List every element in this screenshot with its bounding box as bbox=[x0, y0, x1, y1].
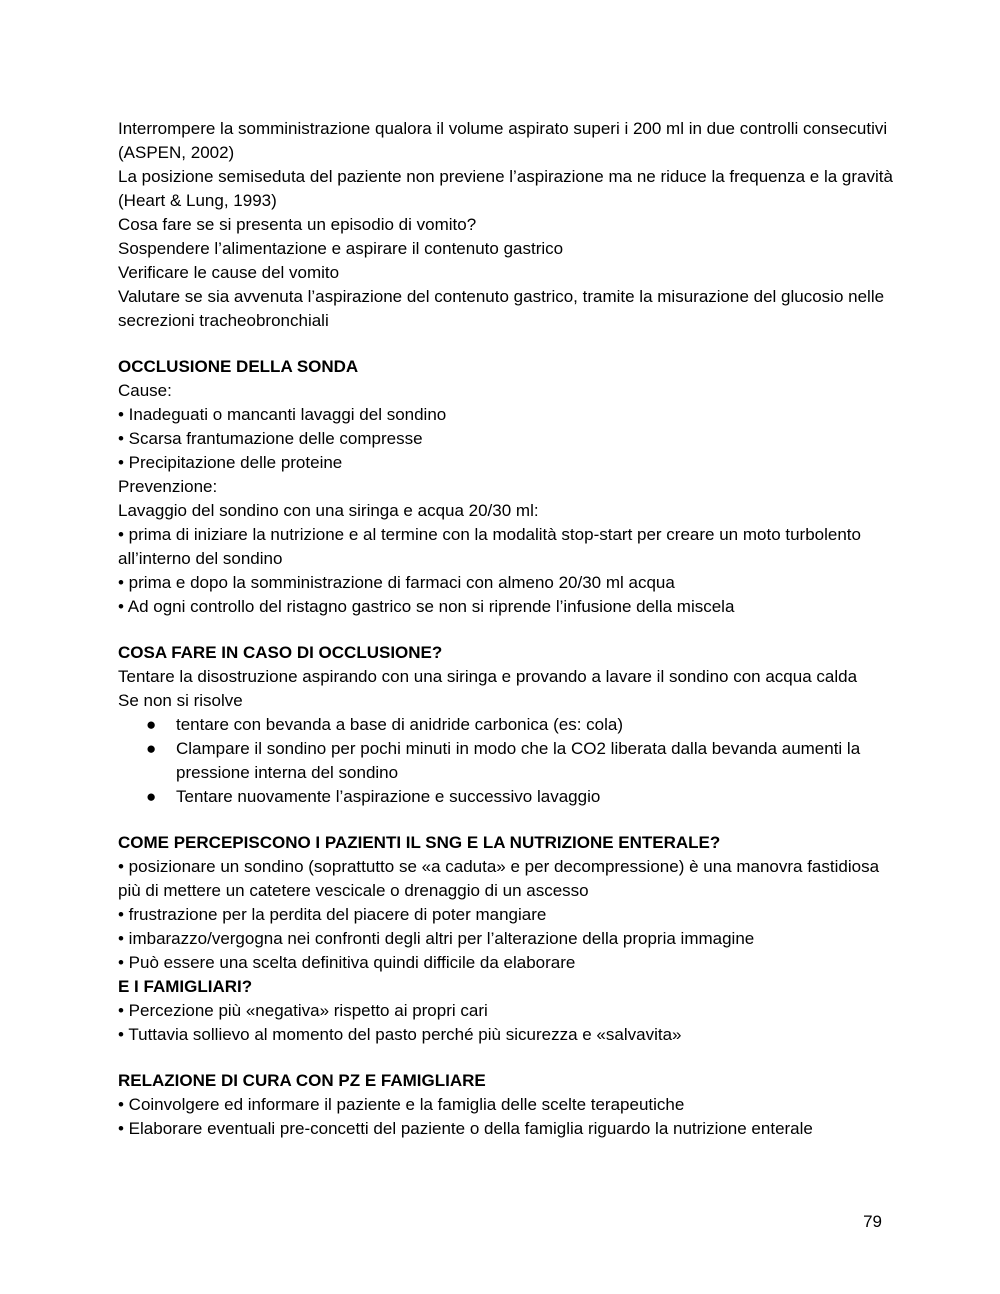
occlusione-section bbox=[118, 355, 893, 619]
paragraph: Se non si risolve bbox=[118, 691, 243, 710]
section-spacer bbox=[118, 809, 893, 831]
list-item bbox=[146, 713, 893, 737]
paragraph: La posizione semiseduta del paziente non previene l’aspirazione ma ne riduce la frequenza e la gravità (Heart & Lung, 1993) bbox=[118, 167, 893, 210]
section-heading: COSA FARE IN CASO DI OCCLUSIONE? bbox=[118, 643, 443, 662]
list-item: • Percezione più «negativa» rispetto ai propri cari bbox=[118, 1001, 488, 1020]
paragraph: Prevenzione: bbox=[118, 477, 218, 496]
paragraph: Cause: bbox=[118, 381, 172, 400]
list-item-text: tentare con bevanda a base di anidride carbonica (es: cola) bbox=[176, 715, 624, 734]
section-heading: OCCLUSIONE DELLA SONDA bbox=[118, 357, 359, 376]
paragraph: Verificare le cause del vomito bbox=[118, 263, 340, 282]
cosa-fare-section bbox=[118, 641, 893, 809]
bullet-icon: ● bbox=[146, 739, 157, 758]
section-spacer bbox=[118, 619, 893, 641]
list-item: • Scarsa frantumazione delle compresse bbox=[118, 429, 423, 448]
list-item: • Elaborare eventuali pre-concetti del paziente o della famiglia riguardo la nutrizione enterale bbox=[118, 1119, 813, 1138]
section-spacer bbox=[118, 333, 893, 355]
list-item bbox=[146, 737, 893, 785]
list-item: • prima e dopo la somministrazione di farmaci con almeno 20/30 ml acqua bbox=[118, 573, 675, 592]
paragraph: Lavaggio del sondino con una siringa e acqua 20/30 ml: bbox=[118, 501, 539, 520]
list-item: • Tuttavia sollievo al momento del pasto perché più sicurezza e «salvavita» bbox=[118, 1025, 682, 1044]
bullet-icon: ● bbox=[146, 787, 157, 806]
section-heading: RELAZIONE DI CURA CON PZ E FAMIGLIARE bbox=[118, 1071, 486, 1090]
bullet-icon: ● bbox=[146, 715, 157, 734]
list-item-text: Tentare nuovamente l’aspirazione e successivo lavaggio bbox=[176, 787, 601, 806]
section-spacer bbox=[118, 1047, 893, 1069]
page-number: 79 bbox=[863, 1212, 882, 1231]
paragraph: Interrompere la somministrazione qualora il volume aspirato superi i 200 ml in due controlli consecutivi (ASPEN, 2002) bbox=[118, 119, 888, 162]
section-heading: COME PERCEPISCONO I PAZIENTI IL SNG E LA NUTRIZIONE ENTERALE? bbox=[118, 833, 721, 852]
list-item: • Può essere una scelta definitiva quindi difficile da elaborare bbox=[118, 953, 576, 972]
list-item: • Ad ogni controllo del ristagno gastrico se non si riprende l’infusione della miscela bbox=[118, 597, 735, 616]
paragraph: Sospendere l’alimentazione e aspirare il contenuto gastrico bbox=[118, 239, 564, 258]
list-item: • imbarazzo/vergogna nei confronti degli altri per l’alterazione della propria immagine bbox=[118, 929, 755, 948]
list-item: • Precipitazione delle proteine bbox=[118, 453, 343, 472]
list-item: • posizionare un sondino (soprattutto se «a caduta» e per decompressione) è una manovra fastidiosa più di mettere un catetere vescicale o drenaggio di un ascesso bbox=[118, 857, 880, 900]
bullet-list bbox=[118, 713, 893, 809]
list-item: • Inadeguati o mancanti lavaggi del sondino bbox=[118, 405, 447, 424]
intro-section bbox=[118, 117, 893, 333]
list-item bbox=[146, 785, 893, 809]
list-item: • frustrazione per la perdita del piacere di poter mangiare bbox=[118, 905, 547, 924]
list-item-text: Clampare il sondino per pochi minuti in modo che la CO2 liberata dalla bevanda aumenti la pressione interna del sondino bbox=[176, 739, 861, 782]
paragraph: Tentare la disostruzione aspirando con una siringa e provando a lavare il sondino con acqua calda bbox=[118, 667, 858, 686]
paragraph: Cosa fare se si presenta un episodio di vomito? bbox=[118, 215, 477, 234]
page-body bbox=[118, 117, 893, 1141]
percezione-section bbox=[118, 831, 893, 1047]
list-item: • Coinvolgere ed informare il paziente e la famiglia delle scelte terapeutiche bbox=[118, 1095, 685, 1114]
relazione-section bbox=[118, 1069, 893, 1141]
paragraph: Valutare se sia avvenuta l’aspirazione del contenuto gastrico, tramite la misurazione del glucosio nelle secrezioni tracheobronchiali bbox=[118, 287, 885, 330]
section-subheading: E I FAMIGLIARI? bbox=[118, 977, 253, 996]
list-item: • prima di iniziare la nutrizione e al termine con la modalità stop-start per creare un moto turbolento all’interno del sondino bbox=[118, 525, 861, 568]
